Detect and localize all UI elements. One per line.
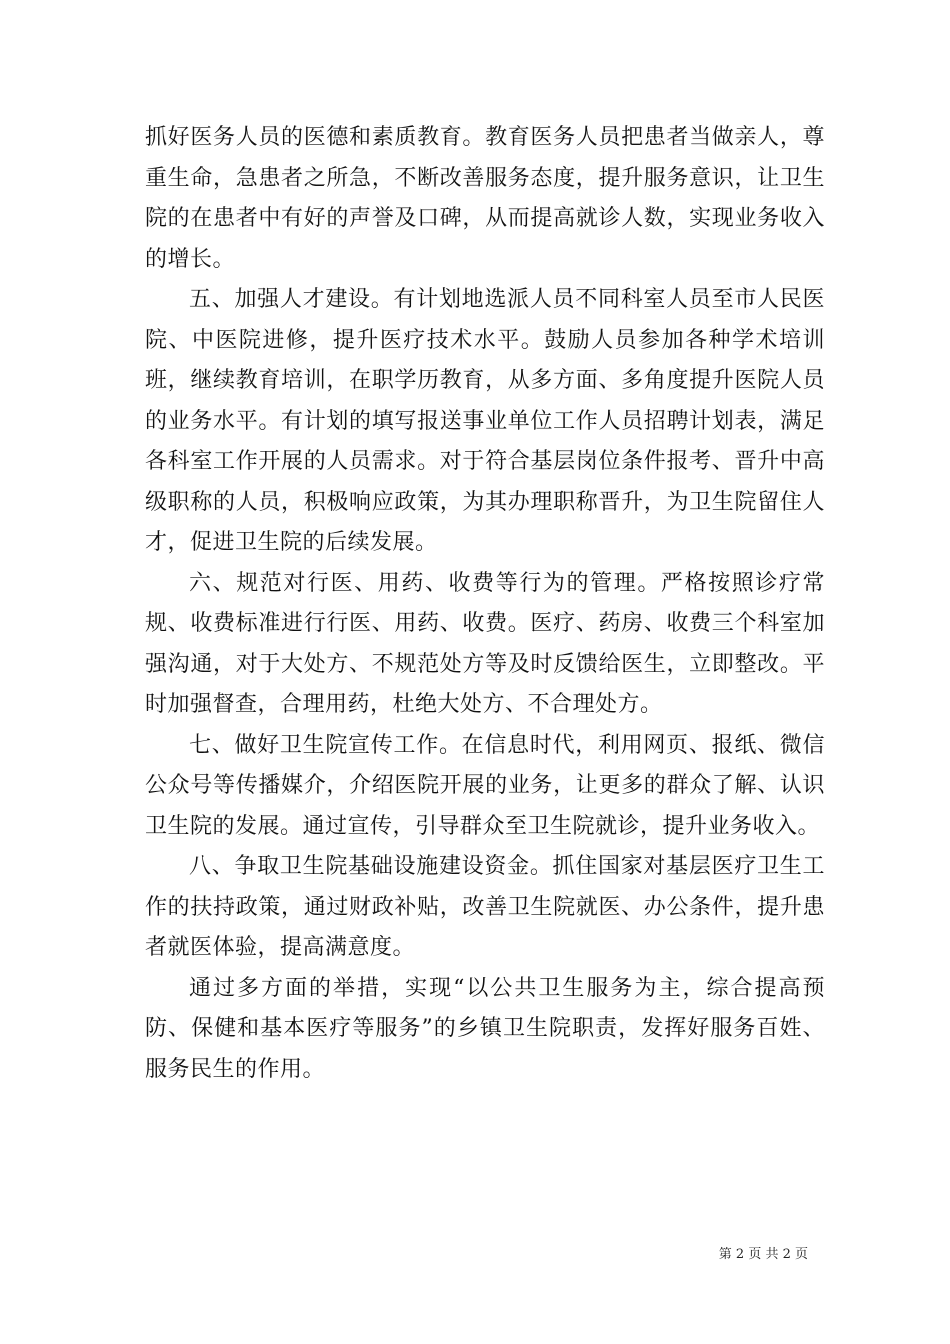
- page-number-footer: 第 2 页 共 2 页: [718, 1247, 808, 1262]
- document-body: [145, 118, 825, 1090]
- paragraph-infrastructure-funding: 八、争取卫生院基础设施建设资金。抓住国家对基层医疗卫生工作的扶持政策，通过财政补贴，改善卫生院就医、办公条件，提升患者就医体验，提高满意度。: [145, 854, 825, 960]
- paragraph-practice-regulation: 六、规范对行医、用药、收费等行为的管理。严格按照诊疗常规、收费标准进行行医、用药、收费。医疗、药房、收费三个科室加强沟通，对于大处方、不规范处方等及时反馈给医生，立即整改。平时加强督查，合理用药，杜绝大处方、不合理处方。: [145, 570, 825, 717]
- paragraph-conclusion: 通过多方面的举措，实现“以公共卫生服务为主，综合提高预防、保健和基本医疗等服务”的乡镇卫生院职责，发挥好服务百姓、服务民生的作用。: [145, 975, 825, 1082]
- paragraph-publicity: 七、做好卫生院宣传工作。在信息时代，利用网页、报纸、微信公众号等传播媒介，介绍医院开展的业务，让更多的群众了解、认识卫生院的发展。通过宣传，引导群众至卫生院就诊，提升业务收入。: [145, 732, 825, 839]
- paragraph-continuation: 抓好医务人员的医德和素质教育。教育医务人员把患者当做亲人，尊重生命，急患者之所急，不断改善服务态度，提升服务意识，让卫生院的在患者中有好的声誉及口碑，从而提高就诊人数，实现业务收入的增长。: [145, 125, 825, 272]
- paragraph-talent-building: 五、加强人才建设。有计划地选派人员不同科室人员至市人民医院、中医院进修，提升医疗技术水平。鼓励人员参加各种学术培训班，继续教育培训，在职学历教育，从多方面、多角度提升医院人员的业务水平。有计划的填写报送事业单位工作人员招聘计划表，满足各科室工作开展的人员需求。对于符合基层岗位条件报考、晋升中高级职称的人员，积极响应政策，为其办理职称晋升，为卫生院留住人才，促进卫生院的后续发展。: [145, 287, 825, 555]
